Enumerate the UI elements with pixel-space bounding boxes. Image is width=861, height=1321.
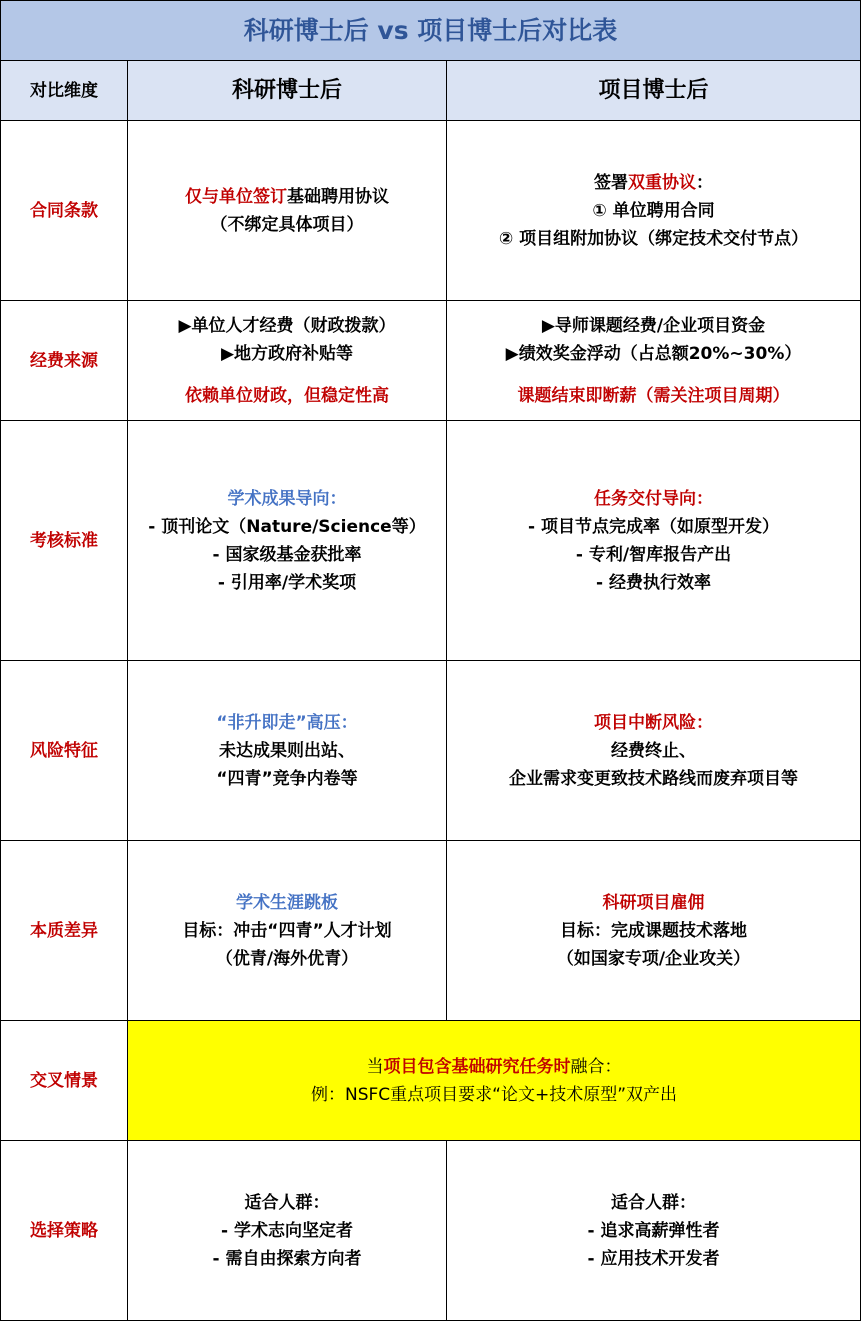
contract-col2-line1 <box>447 169 860 197</box>
contract-col2-post: ： <box>696 172 713 193</box>
row-label-strategy: 选择策略 <box>1 1141 128 1321</box>
essence-col2-item: 目标：完成课题技术落地 <box>560 920 747 941</box>
strategy-col1-heading: 适合人群： <box>244 1192 330 1213</box>
contract-col1 <box>128 121 447 301</box>
risk-col1-heading: “非升即走”高压： <box>216 712 358 733</box>
essence-col1-item: 目标：冲击“四青”人才计划 <box>182 920 392 941</box>
funding-col1 <box>128 301 447 421</box>
risk-col2-item: 经费终止、 <box>611 740 696 761</box>
strategy-col1-item: - 学术志向坚定者 <box>221 1220 353 1241</box>
risk-col1-item: “四青”竞争内卷等 <box>216 768 358 789</box>
row-label-assessment: 考核标准 <box>1 421 128 661</box>
assessment-col2-item: - 项目节点完成率（如原型开发） <box>528 516 779 537</box>
contract-col2-line3: ② 项目组附加协议（绑定技术交付节点） <box>498 228 809 249</box>
assessment-col1-heading: 学术成果导向： <box>227 488 347 509</box>
assessment-col2-item: - 专利/智库报告产出 <box>575 544 732 565</box>
assessment-col1-item: - 引用率/学术奖项 <box>217 572 357 593</box>
row-assessment <box>1 421 861 661</box>
row-label-funding: 经费来源 <box>1 301 128 421</box>
cross-content <box>128 1021 861 1141</box>
contract-col1-rest: 基础聘用协议 <box>287 186 389 207</box>
risk-col2-item: 企业需求变更致技术路线而废弃项目等 <box>509 768 798 789</box>
essence-col2-item: （如国家专项/企业攻关） <box>556 948 751 969</box>
header-col2: 项目博士后 <box>447 61 861 121</box>
contract-col1-line2: （不绑定具体项目） <box>210 214 364 235</box>
funding-col2-line1: ▶导师课题经费/企业项目资金 <box>541 315 766 336</box>
row-label-essence: 本质差异 <box>1 841 128 1021</box>
essence-col1 <box>128 841 447 1021</box>
assessment-col2-item: - 经费执行效率 <box>596 572 711 593</box>
strategy-col2-heading: 适合人群： <box>611 1192 696 1213</box>
funding-col1-line1: ▶单位人才经费（财政拨款） <box>178 315 396 336</box>
assessment-col2-heading: 任务交付导向： <box>594 488 713 509</box>
cross-line2: 例：NSFC重点项目要求“论文+技术原型”双产出 <box>311 1084 678 1105</box>
funding-col2-note: 课题结束即断薪（需关注项目周期） <box>517 385 790 406</box>
row-cross <box>1 1021 861 1141</box>
table-title: 科研博士后 vs 项目博士后对比表 <box>1 1 861 61</box>
contract-col1-line1 <box>128 183 446 211</box>
risk-col1 <box>128 661 447 841</box>
risk-col2-heading: 项目中断风险： <box>594 712 713 733</box>
funding-col1-line2: ▶地方政府补贴等 <box>220 343 354 364</box>
funding-col1-gap <box>128 368 446 382</box>
cross-red: 项目包含基础研究任务时 <box>383 1056 571 1077</box>
row-label-cross: 交叉情景 <box>1 1021 128 1141</box>
cross-post: 融合： <box>570 1056 622 1077</box>
row-label-risk: 风险特征 <box>1 661 128 841</box>
row-funding <box>1 301 861 421</box>
funding-col2-line2: ▶绩效奖金浮动（占总额20%~30%） <box>505 343 802 364</box>
risk-col1-item: 未达成果则出站、 <box>219 740 355 761</box>
contract-col1-red: 仅与单位签订 <box>185 186 287 207</box>
cross-pre: 当 <box>366 1056 384 1077</box>
contract-col2 <box>447 121 861 301</box>
strategy-col1-item: - 需自由探索方向者 <box>212 1248 362 1269</box>
header-dimension: 对比维度 <box>1 61 128 121</box>
essence-col2 <box>447 841 861 1021</box>
row-label-contract: 合同条款 <box>1 121 128 301</box>
row-risk <box>1 661 861 841</box>
essence-col1-item: （优青/海外优青） <box>215 948 359 969</box>
assessment-col1-item: - 国家级基金获批率 <box>212 544 362 565</box>
strategy-col1 <box>128 1141 447 1321</box>
cross-line1 <box>128 1053 860 1081</box>
funding-col1-note: 依赖单位财政，但稳定性高 <box>185 385 389 406</box>
assessment-col2 <box>447 421 861 661</box>
row-strategy <box>1 1141 861 1321</box>
assessment-col1-item: - 顶刊论文（Nature/Science等） <box>148 516 426 537</box>
strategy-col2 <box>447 1141 861 1321</box>
row-contract <box>1 121 861 301</box>
funding-col2 <box>447 301 861 421</box>
contract-col2-red: 双重协议 <box>628 172 696 193</box>
contract-col2-line2: ① 单位聘用合同 <box>592 200 715 221</box>
essence-col1-heading: 学术生涯跳板 <box>236 892 338 913</box>
essence-col2-heading: 科研项目雇佣 <box>602 892 705 913</box>
contract-col2-pre: 签署 <box>594 172 628 193</box>
header-row <box>1 61 861 121</box>
strategy-col2-item: - 应用技术开发者 <box>587 1248 720 1269</box>
funding-col2-gap <box>447 368 860 382</box>
header-col1: 科研博士后 <box>128 61 447 121</box>
risk-col2 <box>447 661 861 841</box>
row-essence <box>1 841 861 1021</box>
strategy-col2-item: - 追求高薪弹性者 <box>587 1220 720 1241</box>
assessment-col1 <box>128 421 447 661</box>
